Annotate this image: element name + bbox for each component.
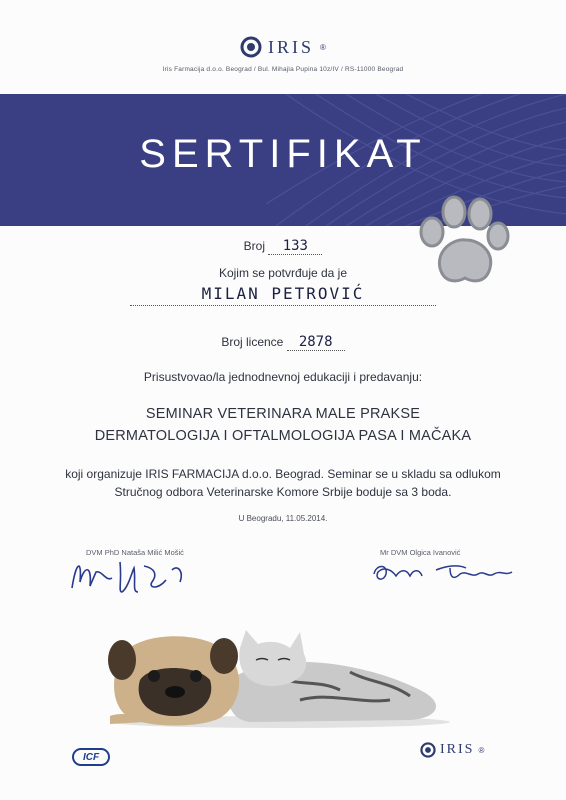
number-line bbox=[0, 238, 566, 255]
iris-logo-text: IRIS bbox=[440, 742, 475, 757]
signature-left bbox=[62, 552, 212, 598]
iris-logo-icon bbox=[240, 36, 262, 58]
certificate-title: SERTIFIKAT bbox=[139, 132, 427, 176]
license-value: 2878 bbox=[287, 334, 345, 351]
iris-logo-text: IRIS bbox=[268, 36, 315, 57]
confirm-text: Kojim se potvrđuje da je bbox=[218, 266, 348, 280]
seminar-title-line1: SEMINAR VETERINARA MALE PRAKSE bbox=[145, 406, 421, 422]
issue-date: U Beogradu, 11.05.2014. bbox=[238, 514, 328, 523]
signatory-right-name: Mr DVM Olgica Ivanović bbox=[380, 548, 461, 557]
iris-logo-icon bbox=[420, 742, 436, 758]
license-label: Broj licence bbox=[221, 335, 284, 349]
number-label: Broj bbox=[243, 239, 265, 253]
recipient-name: MILAN PETROVIĆ bbox=[130, 284, 436, 306]
iris-logo-bottom: IRIS ® bbox=[420, 742, 484, 758]
company-address: Iris Farmacija d.o.o. Beograd / Bul. Mihajla Pupina 10z/IV / RS-11000 Beograd bbox=[162, 66, 404, 73]
seminar-title-line2: DERMATOLOGIJA I OFTALMOLOGIJA PASA I MAČAKA bbox=[94, 428, 472, 444]
attendance-text: Prisustvovao/la jednodnevnoj edukaciji i predavanju: bbox=[143, 370, 423, 384]
organizer-text-line1: koji organizuje IRIS FARMACIJA d.o.o. Beograd. Seminar se u skladu sa odlukom bbox=[65, 467, 501, 481]
signatory-left-name: DVM PhD Nataša Milić Mošić bbox=[86, 548, 184, 557]
icf-logo: ICF bbox=[72, 748, 110, 766]
iris-logo-top: IRIS ® bbox=[0, 36, 566, 58]
organizer-text-line2: Stručnog odbora Veterinarske Komore Srbije boduje sa 3 boda. bbox=[114, 485, 452, 499]
pug-and-cat-photo bbox=[100, 620, 460, 730]
number-value: 133 bbox=[268, 238, 322, 255]
signature-right bbox=[366, 556, 526, 586]
license-line bbox=[0, 334, 566, 351]
